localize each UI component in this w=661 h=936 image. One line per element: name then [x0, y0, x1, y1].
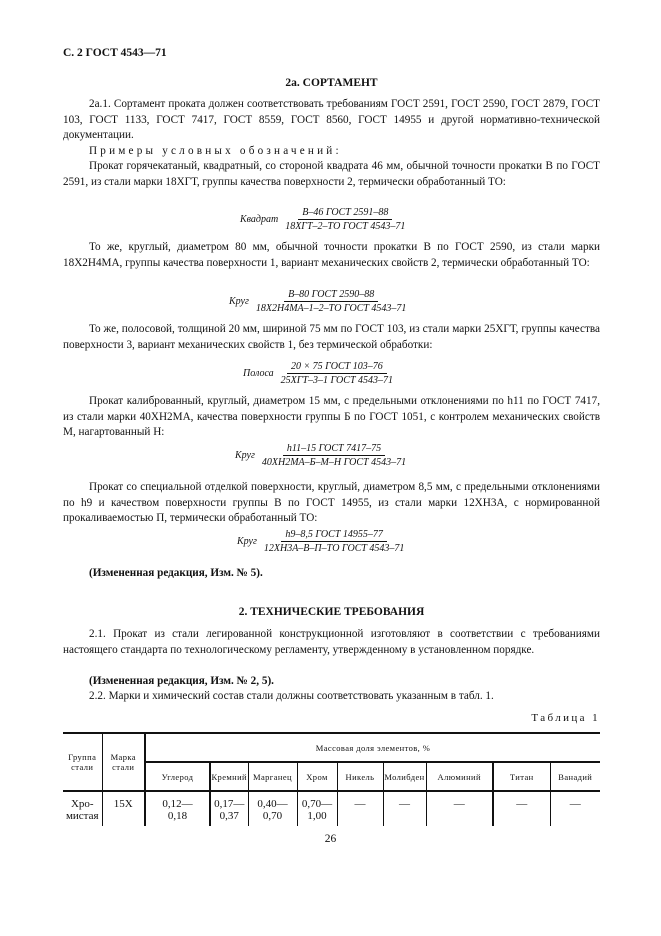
cell-steel-group: [63, 791, 102, 826]
cell-line: 0,17—: [214, 798, 245, 810]
chemical-composition-table: [63, 732, 600, 826]
paragraph-text: 2а.1. Сортамент проката должен соответствовать требованиям ГОСТ 2591, ГОСТ 2590, ГОСТ 2879, ГОСТ 103, ГОСТ 1133, ГОСТ 7417, ГОСТ 8559, ГОСТ 8560, ГОСТ 14955 и другой нормативно-технической документации.: [63, 98, 600, 142]
formula-label: Полоса: [243, 368, 274, 379]
examples-heading: Примеры условных обозначений:: [89, 145, 342, 157]
running-head: С. 2 ГОСТ 4543—71: [63, 47, 167, 59]
formula-denominator: 40ХН2МА–Б–М–Н ГОСТ 4543–71: [261, 457, 407, 468]
example-2-text: [63, 240, 600, 271]
cell-nickel: —: [337, 791, 383, 826]
formula-denominator: 25ХГТ–3–1 ГОСТ 4543–71: [280, 375, 394, 386]
example-1-text: [63, 159, 600, 190]
designation-formula-2: [229, 289, 410, 314]
cell-aluminium: —: [426, 791, 493, 826]
formula-numerator: В–46 ГОСТ 2591–88: [298, 207, 392, 220]
cell-line: 0,18: [167, 810, 188, 822]
header-steel-grade: Марка стали: [102, 733, 145, 791]
cell-chromium: [297, 791, 337, 826]
paragraph-2a-1: [63, 97, 600, 144]
example-5-text: [63, 480, 600, 527]
header-chromium: Хром: [297, 762, 337, 791]
section-2-title: 2. ТЕХНИЧЕСКИЕ ТРЕБОВАНИЯ: [238, 606, 425, 618]
formula-denominator: 18Х2Н4МА–1–2–ТО ГОСТ 4543–71: [255, 303, 407, 314]
header-manganese: Марганец: [248, 762, 297, 791]
formula-label: Круг: [229, 296, 249, 307]
amendment-note-2: (Измененная редакция, Изм. № 2, 5).: [89, 675, 274, 687]
cell-line: 0,40—: [257, 798, 288, 810]
paragraph-2-2: 2.2. Марки и химический состав стали должны соответствовать указанным в табл. 1.: [89, 690, 494, 702]
table-row: [63, 791, 600, 826]
formula-numerator: В–80 ГОСТ 2590–88: [284, 289, 378, 302]
page-number: 26: [324, 833, 337, 845]
designation-formula-5: [237, 529, 408, 554]
paragraph-text: То же, круглый, диаметром 80 мм, обычной точности прокатки В по ГОСТ 2590, из стали марки 18Х2Н4МА, группы качества поверхности 1, вариант механических свойств 2, термически обработанный ТО:: [63, 241, 600, 269]
formula-numerator: h11–15 ГОСТ 7417–75: [283, 443, 385, 456]
paragraph-text: То же, полосовой, толщиной 20 мм, шириной 75 мм по ГОСТ 103, из стали марки 25ХГТ, группы качества поверхности 3, вариант механических свойств 1, без термической обработки:: [63, 323, 600, 351]
formula-numerator: h9–8,5 ГОСТ 14955–77: [281, 529, 387, 542]
table-header-row: [63, 733, 600, 762]
cell-carbon: [145, 791, 210, 826]
section-2a-title: 2а. СОРТАМЕНТ: [285, 77, 378, 89]
header-titanium: Титан: [493, 762, 550, 791]
cell-silicon: [210, 791, 248, 826]
designation-formula-4: [235, 443, 410, 468]
paragraph-text: Прокат горячекатаный, квадратный, со стороной квадрата 46 мм, обычной точности прокатки В по ГОСТ 2591, из стали марки 18ХГТ, группы качества поверхности 2, термически обработанный ТО:: [63, 160, 600, 188]
paragraph-2-1: [63, 627, 600, 658]
cell-line: 0,70—: [301, 798, 333, 810]
cell-line: 1,00: [307, 810, 327, 822]
cell-vanadium: —: [550, 791, 600, 826]
formula-label: Круг: [237, 536, 257, 547]
cell-manganese: [248, 791, 297, 826]
header-carbon: Углерод: [145, 762, 210, 791]
cell-line: мистая: [65, 810, 99, 822]
formula-numerator: 20 × 75 ГОСТ 103–76: [287, 361, 387, 374]
cell-steel-grade: 15Х: [102, 791, 145, 826]
header-silicon: Кремний: [210, 762, 248, 791]
paragraph-text: Прокат калиброванный, круглый, диаметром 15 мм, с предельными отклонениями по h11 по ГОСТ 7417, из стали марки 40ХН2МА, качества поверхности группы Б по ГОСТ 1051, с контролем механических свойств М, нагартованный Н:: [63, 395, 600, 439]
header-nickel: Никель: [337, 762, 383, 791]
formula-label: Квадрат: [240, 214, 279, 225]
header-mass-fraction: Массовая доля элементов, %: [145, 733, 600, 762]
designation-formula-3: [243, 361, 397, 386]
header-vanadium: Ванадий: [550, 762, 600, 791]
example-4-text: [63, 394, 600, 441]
paragraph-text: Прокат со специальной отделкой поверхности, круглый, диаметром 8,5 мм, с предельными отклонениями по h9 и качеством поверхности группы В по ГОСТ 14955, из стали марки 12ХН3А, с нормированной прокаливаемостью П, термически обработанный ТО:: [63, 481, 600, 525]
header-molybdenum: Молибден: [383, 762, 426, 791]
example-3-text: [63, 322, 600, 353]
amendment-note-2a: (Измененная редакция, Изм. № 5).: [89, 567, 263, 579]
formula-denominator: 18ХГТ–2–ТО ГОСТ 4543–71: [285, 221, 406, 232]
formula-label: Круг: [235, 450, 255, 461]
header-aluminium: Алюминий: [426, 762, 493, 791]
table-caption: Таблица 1: [531, 712, 600, 724]
paragraph-text: 2.1. Прокат из стали легированной конструкционной изготовляют в соответствии с требованиями настоящего стандарта по технологическому регламенту, утвержденному в установленном порядке.: [63, 628, 600, 656]
cell-line: 0,12—: [162, 798, 193, 810]
cell-titanium: —: [493, 791, 550, 826]
cell-molybdenum: —: [383, 791, 426, 826]
cell-line: Хро-: [70, 798, 94, 810]
formula-denominator: 12ХН3А–В–П–ТО ГОСТ 4543–71: [263, 543, 405, 554]
designation-formula-1: [240, 207, 409, 232]
header-steel-group: Группа стали: [63, 733, 102, 791]
cell-line: 0,70: [262, 810, 283, 822]
cell-line: 0,37: [219, 810, 239, 822]
